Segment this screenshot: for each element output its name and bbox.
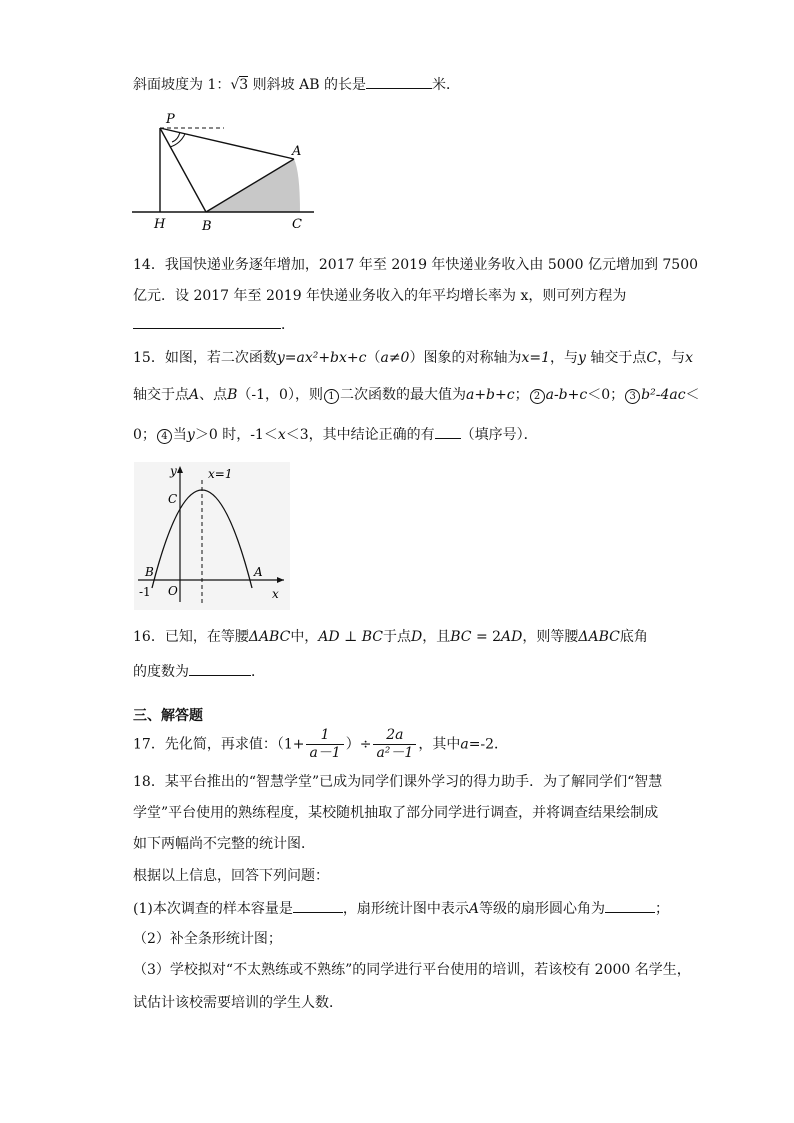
label-symmetry-axis: x=1 (208, 467, 233, 481)
q18-sample-blank (293, 898, 343, 913)
q16-line-1: 16．已知，在等腰ΔABC中，AD ⊥ BC于点D，且BC = 2AD，则等腰ΔABC底角 (133, 629, 648, 645)
q18-line-4: 根据以上信息，回答下列问题： (133, 868, 329, 884)
circled-number-2: 2 (530, 389, 545, 404)
q15-line-1: 15．如图，若二次函数y=ax²+bx+c（a≠0）图象的对称轴为x=1，与y 轴交于点C，与x (133, 350, 694, 366)
q16-answer-blank (189, 661, 251, 676)
fraction-1: $\frac{1}{a-1}$ (306, 727, 343, 762)
circled-number-1: 1 (324, 389, 339, 404)
circled-number-3: 3 (625, 389, 640, 404)
segment-PB (160, 128, 206, 212)
q15-answer-blank (435, 424, 461, 439)
sqrt-symbol: √ (230, 77, 240, 93)
q14-line-3: ． (133, 314, 295, 335)
label-P: P (166, 112, 175, 127)
q18-line-2: 学堂”平台使用的熟练程度，某校随机抽取了部分同学进行调查，并将调查结果绘制成 (133, 805, 659, 821)
q18-angle-blank (605, 898, 655, 913)
label-C: C (292, 217, 302, 232)
label-B: B (145, 565, 154, 579)
q17-line: 17．先化简，再求值：（1+ $\frac{1}{a-1}$ ）÷ $\frac{2a}{\text{a²－1}}$ ，其中a=-2． (133, 727, 509, 761)
q15-line-3: 0； 4 当y＞0 时，-1＜x＜3，其中结论正确的有 （填序号）． (133, 424, 538, 445)
label-B: B (202, 219, 212, 234)
label-neg1: -1 (139, 585, 151, 599)
q18-line-6: （2）补全条形统计图； (133, 931, 282, 947)
q18-line-8: 试估计该校需要培训的学生人数． (133, 995, 343, 1011)
label-x: x (272, 587, 279, 601)
slope-figure (128, 108, 318, 234)
label-A: A (254, 565, 263, 579)
q18-line-7: （3）学校拟对“不太熟练或不熟练”的同学进行平台使用的培训，若该校有 2000 名学生， (133, 962, 691, 978)
label-C: C (168, 492, 178, 506)
q13-line: 斜面坡度为 1：√3 则斜坡 AB 的长是 米． (133, 74, 460, 95)
fraction-2: $\frac{2a}{\text{a²－1}}$ (373, 727, 416, 762)
angle-arc-2 (172, 132, 180, 142)
q15-line-2: 轴交于点A、点B（-1，0），则 1 二次函数的最大值为a+b+c； 2 a-b+c＜0； 3 b²-4ac＜ (133, 387, 700, 403)
q14-answer-blank (133, 314, 281, 329)
section-heading: 三、解答题 (133, 708, 203, 724)
q14-line-2: 亿元．设 2017 年至 2019 年快递业务收入的年平均增长率为 x，则可列方程为 (133, 288, 627, 304)
parabola-figure (134, 462, 290, 610)
label-H: H (154, 217, 166, 232)
q13-answer-blank (366, 74, 432, 89)
q18-line-1: 18．某平台推出的“智慧学堂”已成为同学们课外学习的得力助手．为了解同学们“智慧 (133, 774, 663, 790)
q16-line-2: 的度数为 ． (133, 661, 265, 682)
circled-number-4: 4 (157, 429, 172, 444)
q18-line-5: (1)本次调查的样本容量是 ，扇形统计图中表示A等级的扇形圆心角为 ； (133, 898, 669, 919)
label-y: y (170, 464, 177, 478)
q14-line-1: 14．我国快递业务逐年增加，2017 年至 2019 年快递业务收入由 5000 亿元增加到 7500 (133, 257, 699, 273)
label-A: A (292, 144, 302, 159)
angle-arc (170, 134, 185, 147)
q18-line-3: 如下两幅尚不完整的统计图． (133, 836, 315, 852)
label-O: O (168, 584, 178, 598)
